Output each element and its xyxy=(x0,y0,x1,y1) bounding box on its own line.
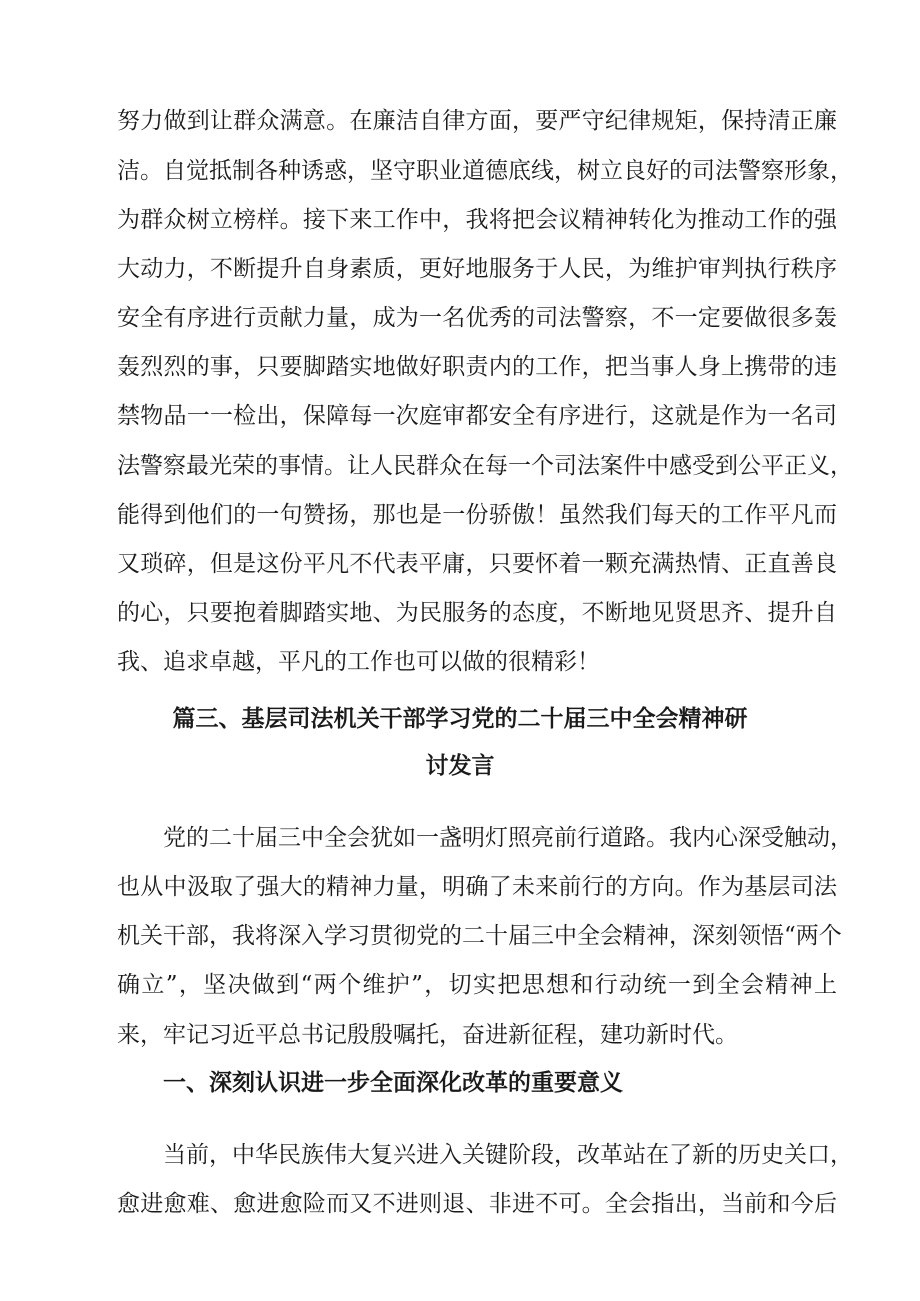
text-line: 安全有序进行贡献力量，成为一名优秀的司法警察，不一定要做很多轰 xyxy=(117,305,837,331)
subsection-heading: 一、深刻认识进一步全面深化改革的重要意义 xyxy=(163,1070,623,1096)
text-line: 机关干部，我将深入学习贯彻党的二十届三中全会精神，深刻领悟“两个 xyxy=(117,923,842,949)
text-line: 又琐碎，但是这份平凡不代表平庸，只要怀着一颗充满热情、正直善良 xyxy=(117,551,837,577)
section-title-line: 讨发言 xyxy=(425,753,495,779)
text-line: 法警察最光荣的事情。让人民群众在每一个司法案件中感受到公平正义， xyxy=(117,453,853,479)
section-title-line: 篇三、基层司法机关干部学习党的二十届三中全会精神研 xyxy=(172,706,748,732)
text-line: 轰烈烈的事，只要脚踏实地做好职责内的工作，把当事人身上携带的违 xyxy=(117,354,837,380)
text-line: 也从中汲取了强大的精神力量，明确了未来前行的方向。作为基层司法 xyxy=(117,874,837,900)
text-line: 大动力，不断提升自身素质，更好地服务于人民，为维护审判执行秩序 xyxy=(117,256,837,282)
text-line: 党的二十届三中全会犹如一盏明灯照亮前行道路。我内心深受触动， xyxy=(163,825,853,851)
text-line: 当前，中华民族伟大复兴进入关键阶段，改革站在了新的历史关口， xyxy=(163,1142,853,1168)
text-line: 确立”，坚决做到“两个维护”，切实把思想和行动统一到全会精神上 xyxy=(117,972,837,998)
text-line: 洁。自觉抵制各种诱惑，坚守职业道德底线，树立良好的司法警察形象， xyxy=(117,158,853,184)
text-line: 的心，只要抱着脚踏实地、为民服务的态度，不断地见贤思齐、提升自 xyxy=(117,600,837,626)
text-line: 禁物品一一检出，保障每一次庭审都安全有序进行，这就是作为一名司 xyxy=(117,403,837,429)
text-line: 我、追求卓越，平凡的工作也可以做的很精彩！ xyxy=(117,649,600,675)
text-line: 愈进愈难、愈进愈险而又不进则退、非进不可。全会指出，当前和今后 xyxy=(117,1191,837,1217)
text-line: 来，牢记习近平总书记殷殷嘱托，奋进新征程，建功新时代。 xyxy=(117,1022,738,1048)
text-line: 能得到他们的一句赞扬，那也是一份骄傲！虽然我们每天的工作平凡而 xyxy=(117,502,837,528)
text-line: 为群众树立榜样。接下来工作中，我将把会议精神转化为推动工作的强 xyxy=(117,207,837,233)
text-line: 努力做到让群众满意。在廉洁自律方面，要严守纪律规矩，保持清正廉 xyxy=(117,108,837,134)
